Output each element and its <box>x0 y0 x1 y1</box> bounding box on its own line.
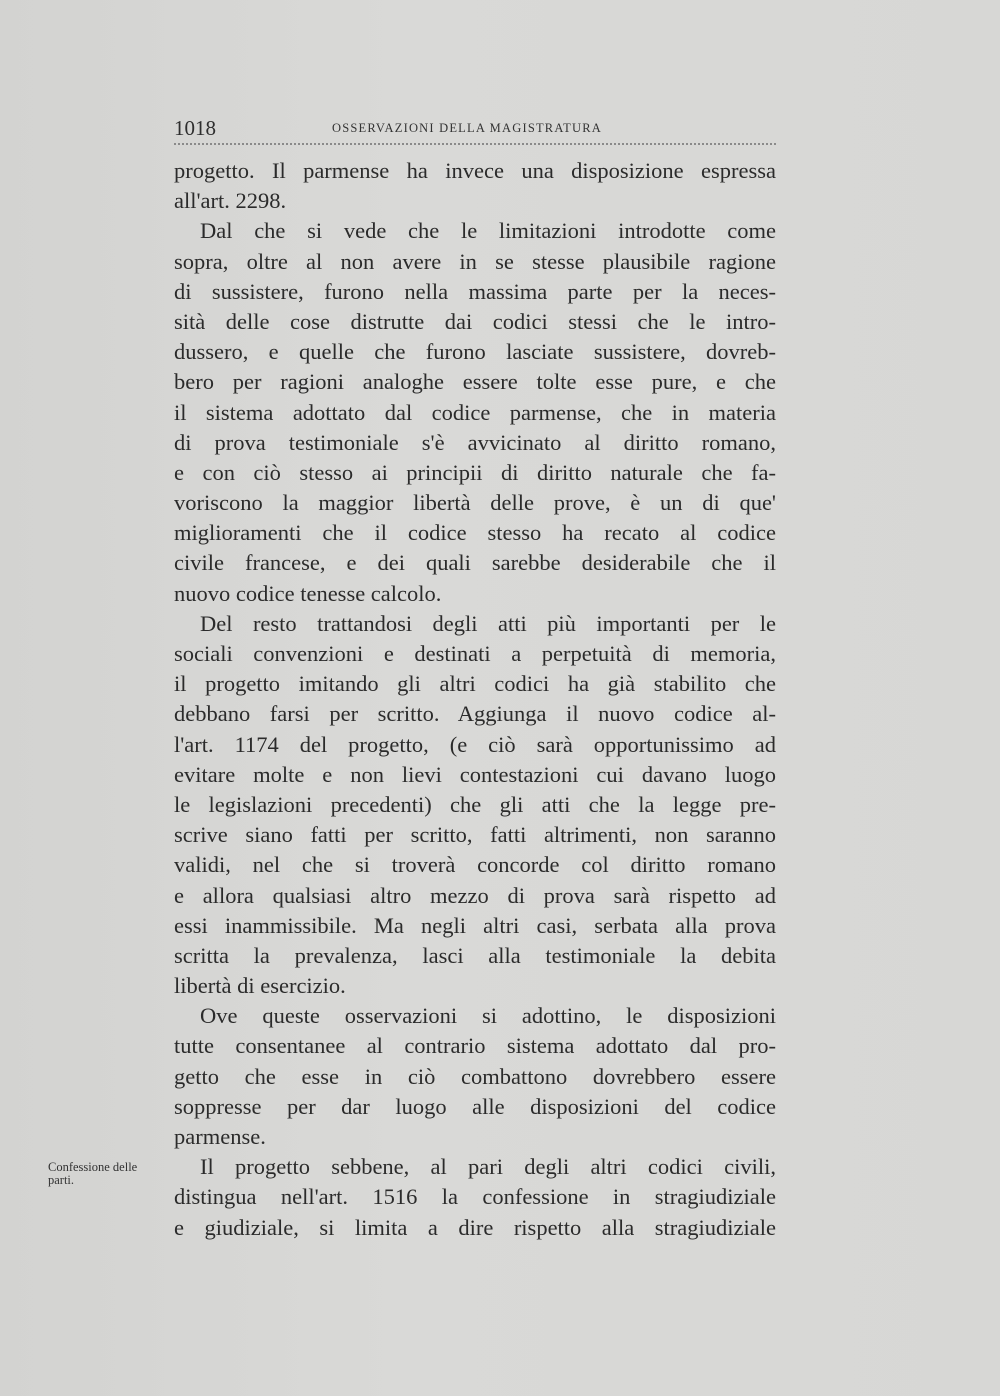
text-line: tutte consentanee al contrario sistema adottato dal pro- <box>174 1033 776 1059</box>
text-line: e allora qualsiasi altro mezzo di prova sarà rispetto ad <box>174 882 776 908</box>
text-line: evitare molte e non lievi contestazioni cui davano luogo <box>174 761 776 787</box>
margin-note-line: parti. <box>48 1173 75 1187</box>
text-line: dussero, e quelle che furono lasciate sussistere, dovreb- <box>174 339 776 365</box>
text-line: scritta la prevalenza, lasci alla testimoniale la debita <box>174 942 776 968</box>
text-line: sità delle cose distrutte dai codici stessi che le intro- <box>174 308 776 334</box>
text-line: parmense. <box>174 1124 266 1149</box>
text-line: Dal che si vede che le limitazioni introdotte come <box>200 218 776 244</box>
margin-note-line: Confessione delle <box>48 1160 138 1174</box>
text-line: nuovo codice tenesse calcolo. <box>174 580 442 606</box>
text-line: le legislazioni precedenti) che gli atti che la legge pre- <box>174 791 776 817</box>
text-line: di sussistere, furono nella massima parte per la neces- <box>174 278 776 304</box>
header-divider <box>174 143 776 145</box>
page-header <box>174 116 774 138</box>
text-line: getto che esse in ciò combattono dovrebbero essere <box>174 1063 776 1089</box>
text-line: progetto. Il parmense ha invece una disposizione espressa <box>174 158 776 183</box>
text-line: e con ciò stesso ai principii di diritto naturale che fa- <box>174 459 776 485</box>
text-line: libertà di esercizio. <box>174 973 346 999</box>
text-line: Ove queste osservazioni si adottino, le disposizioni <box>200 1003 776 1029</box>
text-line: civile francese, e dei quali sarebbe desiderabile che il <box>174 550 776 576</box>
text-line: il progetto imitando gli altri codici ha già stabilito che <box>174 671 776 697</box>
body-text <box>174 156 776 1243</box>
text-line: distingua nell'art. 1516 la confessione in stragiudiziale <box>174 1184 776 1210</box>
text-line: Del resto trattandosi degli atti più importanti per le <box>200 610 776 636</box>
text-line: il sistema adottato dal codice parmense, che in materia <box>174 399 776 425</box>
text-line: sociali convenzioni e destinati a perpetuità di memoria, <box>174 641 776 666</box>
text-line: Il progetto sebbene, al pari degli altri codici civili, <box>200 1154 776 1180</box>
text-line: bero per ragioni analoghe essere tolte esse pure, e che <box>174 369 776 395</box>
margin-note <box>48 1161 168 1187</box>
text-line: soppresse per dar luogo alle disposizioni del codice <box>174 1093 776 1119</box>
text-line: l'art. 1174 del progetto, (e ciò sarà opportunissimo ad <box>174 731 776 757</box>
page-number: 1018 <box>174 116 216 140</box>
running-title: OSSERVAZIONI DELLA MAGISTRATURA <box>332 121 603 135</box>
text-line: debbano farsi per scritto. Aggiunga il nuovo codice al- <box>174 701 776 727</box>
text-line: miglioramenti che il codice stesso ha recato al codice <box>174 520 776 546</box>
text-line: sopra, oltre al non avere in se stesse plausibile ragione <box>174 248 776 274</box>
text-line: scrive siano fatti per scritto, fatti altrimenti, non saranno <box>174 822 776 848</box>
text-line: voriscono la maggior libertà delle prove, è un di que' <box>174 490 776 516</box>
text-line: di prova testimoniale s'è avvicinato al diritto romano, <box>174 429 776 455</box>
text-line: all'art. 2298. <box>174 188 287 214</box>
text-line: validi, nel che si troverà concorde col diritto romano <box>174 852 776 878</box>
text-line: e giudiziale, si limita a dire rispetto alla stragiudiziale <box>174 1214 776 1240</box>
text-line: essi inammissibile. Ma negli altri casi, serbata alla prova <box>174 912 776 938</box>
